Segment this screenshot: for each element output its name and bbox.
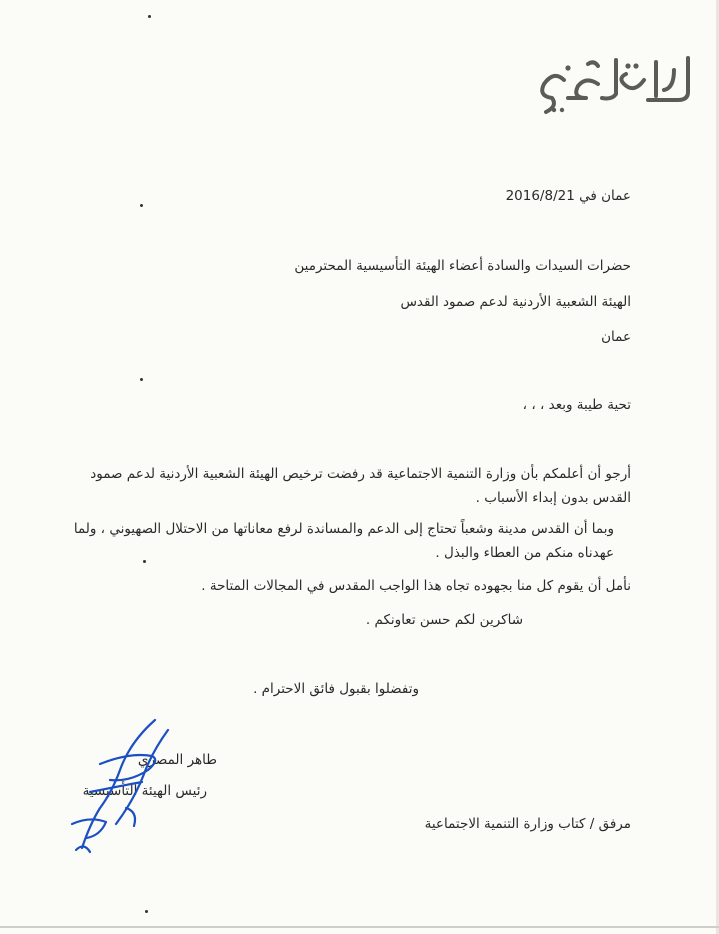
signatory-title: رئيس الهيئة التأسيسية [82, 783, 207, 799]
signatory-name: طاهر المصري [137, 752, 217, 768]
body-paragraph-1: أرجو أن أعلمكم بأن وزارة التنمية الاجتماعية قد رفضت ترخيص الهيئة الشعبية الأردنية لدعم صمود القدس بدون إبداء الأسباب . [90, 466, 631, 506]
page-dot [140, 378, 143, 381]
attachment-note: مرفق / كتاب وزارة التنمية الاجتماعية [424, 816, 631, 832]
date-line: عمان في 2016/8/21 [505, 188, 631, 204]
recipient-line-3: عمان [601, 329, 631, 345]
closing-line: وتفضلوا بقبول فائق الاحترام . [253, 681, 419, 697]
greeting: تحية طيبة وبعد ، ، ، [522, 397, 631, 413]
letterhead-logo [528, 40, 698, 118]
body-paragraph-4: شاكرين لكم حسن تعاونكم . [365, 612, 523, 628]
recipient-line-1: حضرات السيدات والسادة أعضاء الهيئة التأسيسية المحترمين [294, 258, 631, 274]
recipient-line-2: الهيئة الشعبية الأردنية لدعم صمود القدس [400, 294, 631, 310]
page-dot [140, 204, 143, 207]
handwritten-signature [60, 712, 185, 862]
page-bottom-edge [0, 926, 719, 928]
page-dot [145, 910, 148, 913]
body-paragraph-3: نأمل أن يقوم كل منا بجهوده تجاه هذا الواجب المقدس في المجالات المتاحة . [201, 578, 631, 594]
body-paragraph-2: وبما أن القدس مدينة وشعباً تحتاج إلى الدعم والمساندة لرفع معاناتها من الاحتلال الصهيوني ، ولما عهدناه منكم من العطاء والبذل . [73, 521, 614, 561]
page-dot [148, 15, 151, 18]
